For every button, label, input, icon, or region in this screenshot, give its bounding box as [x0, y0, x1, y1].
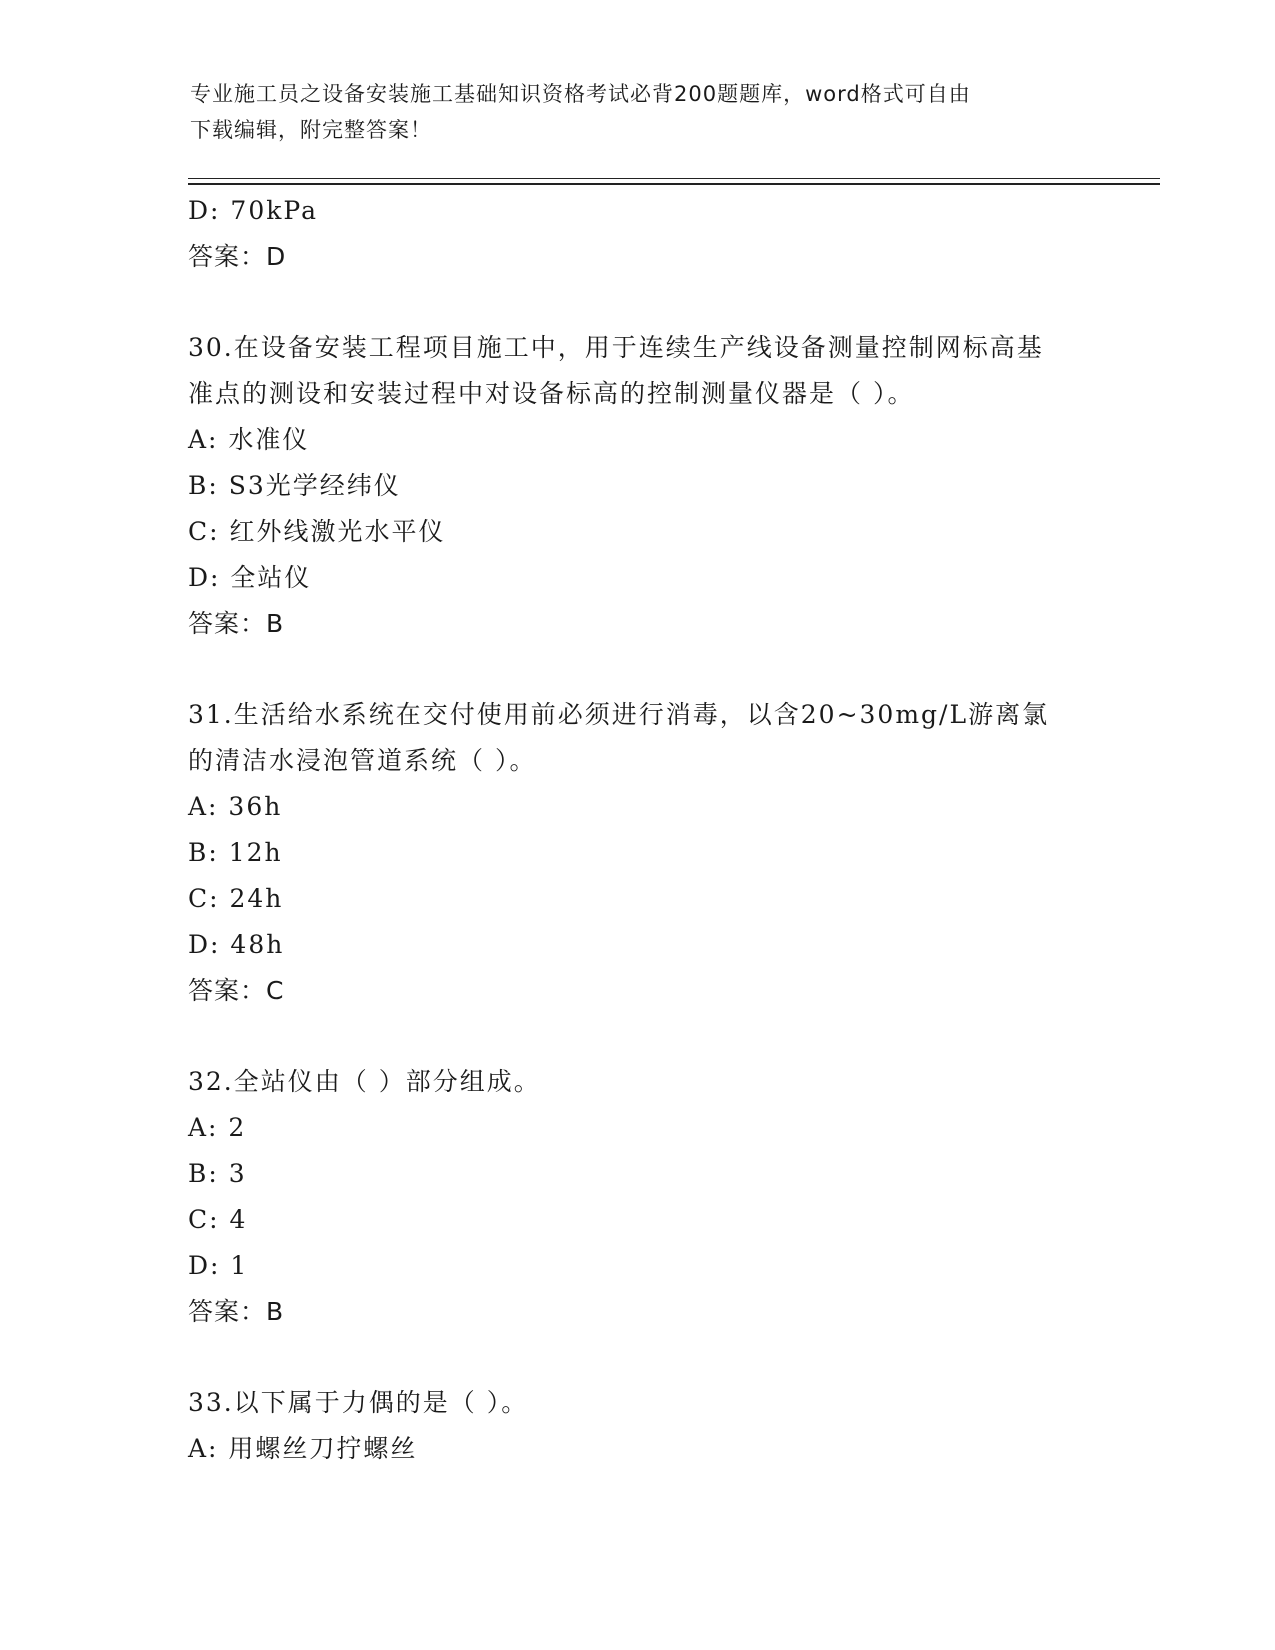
header-line-2: 下载编辑，附完整答案！: [190, 118, 432, 142]
option-a: A: 36h: [188, 792, 283, 821]
option-a: A: 2: [188, 1113, 247, 1142]
option-d: D: 48h: [188, 930, 285, 959]
document-body: [188, 188, 1088, 1472]
question-33: [188, 1380, 1088, 1472]
question-30: [188, 325, 1088, 647]
option-b: B: 3: [188, 1159, 247, 1188]
header-line-1: 专业施工员之设备安装施工基础知识资格考试必背200题题库，word格式可自由: [190, 82, 971, 106]
question-stem: 30.在设备安装工程项目施工中，用于连续生产线设备测量控制网标高基准点的测设和安装过程中对设备标高的控制测量仪器是（ ）。: [188, 333, 1044, 408]
question-29-tail: [188, 188, 1088, 280]
question-31: [188, 692, 1088, 1014]
answer: 答案：D: [188, 242, 287, 271]
header-rule-thin: [188, 178, 1160, 179]
option-a: A: 用螺丝刀拧螺丝: [188, 1434, 418, 1463]
option-c: C: 24h: [188, 884, 284, 913]
answer: 答案：B: [188, 1297, 285, 1326]
page-header: [190, 76, 1090, 148]
option-d: D: 1: [188, 1251, 249, 1280]
option-b: B: 12h: [188, 838, 283, 867]
answer: 答案：C: [188, 976, 285, 1005]
option-d: D: 70kPa: [188, 196, 318, 225]
question-stem: 32.全站仪由（ ）部分组成。: [188, 1067, 541, 1096]
question-stem: 33.以下属于力偶的是（ ）。: [188, 1388, 529, 1417]
option-a: A: 水准仪: [188, 425, 310, 454]
question-32: [188, 1059, 1088, 1335]
answer: 答案：B: [188, 609, 285, 638]
header-rule-thick: [188, 183, 1160, 185]
option-c: C: 红外线激光水平仪: [188, 517, 446, 546]
option-c: C: 4: [188, 1205, 248, 1234]
option-b: B: S3光学经纬仪: [188, 471, 401, 500]
question-stem: 31.生活给水系统在交付使用前必须进行消毒，以含20~30mg/L游离氯的清洁水浸泡管道系统（ ）。: [188, 700, 1050, 775]
option-d: D: 全站仪: [188, 563, 312, 592]
